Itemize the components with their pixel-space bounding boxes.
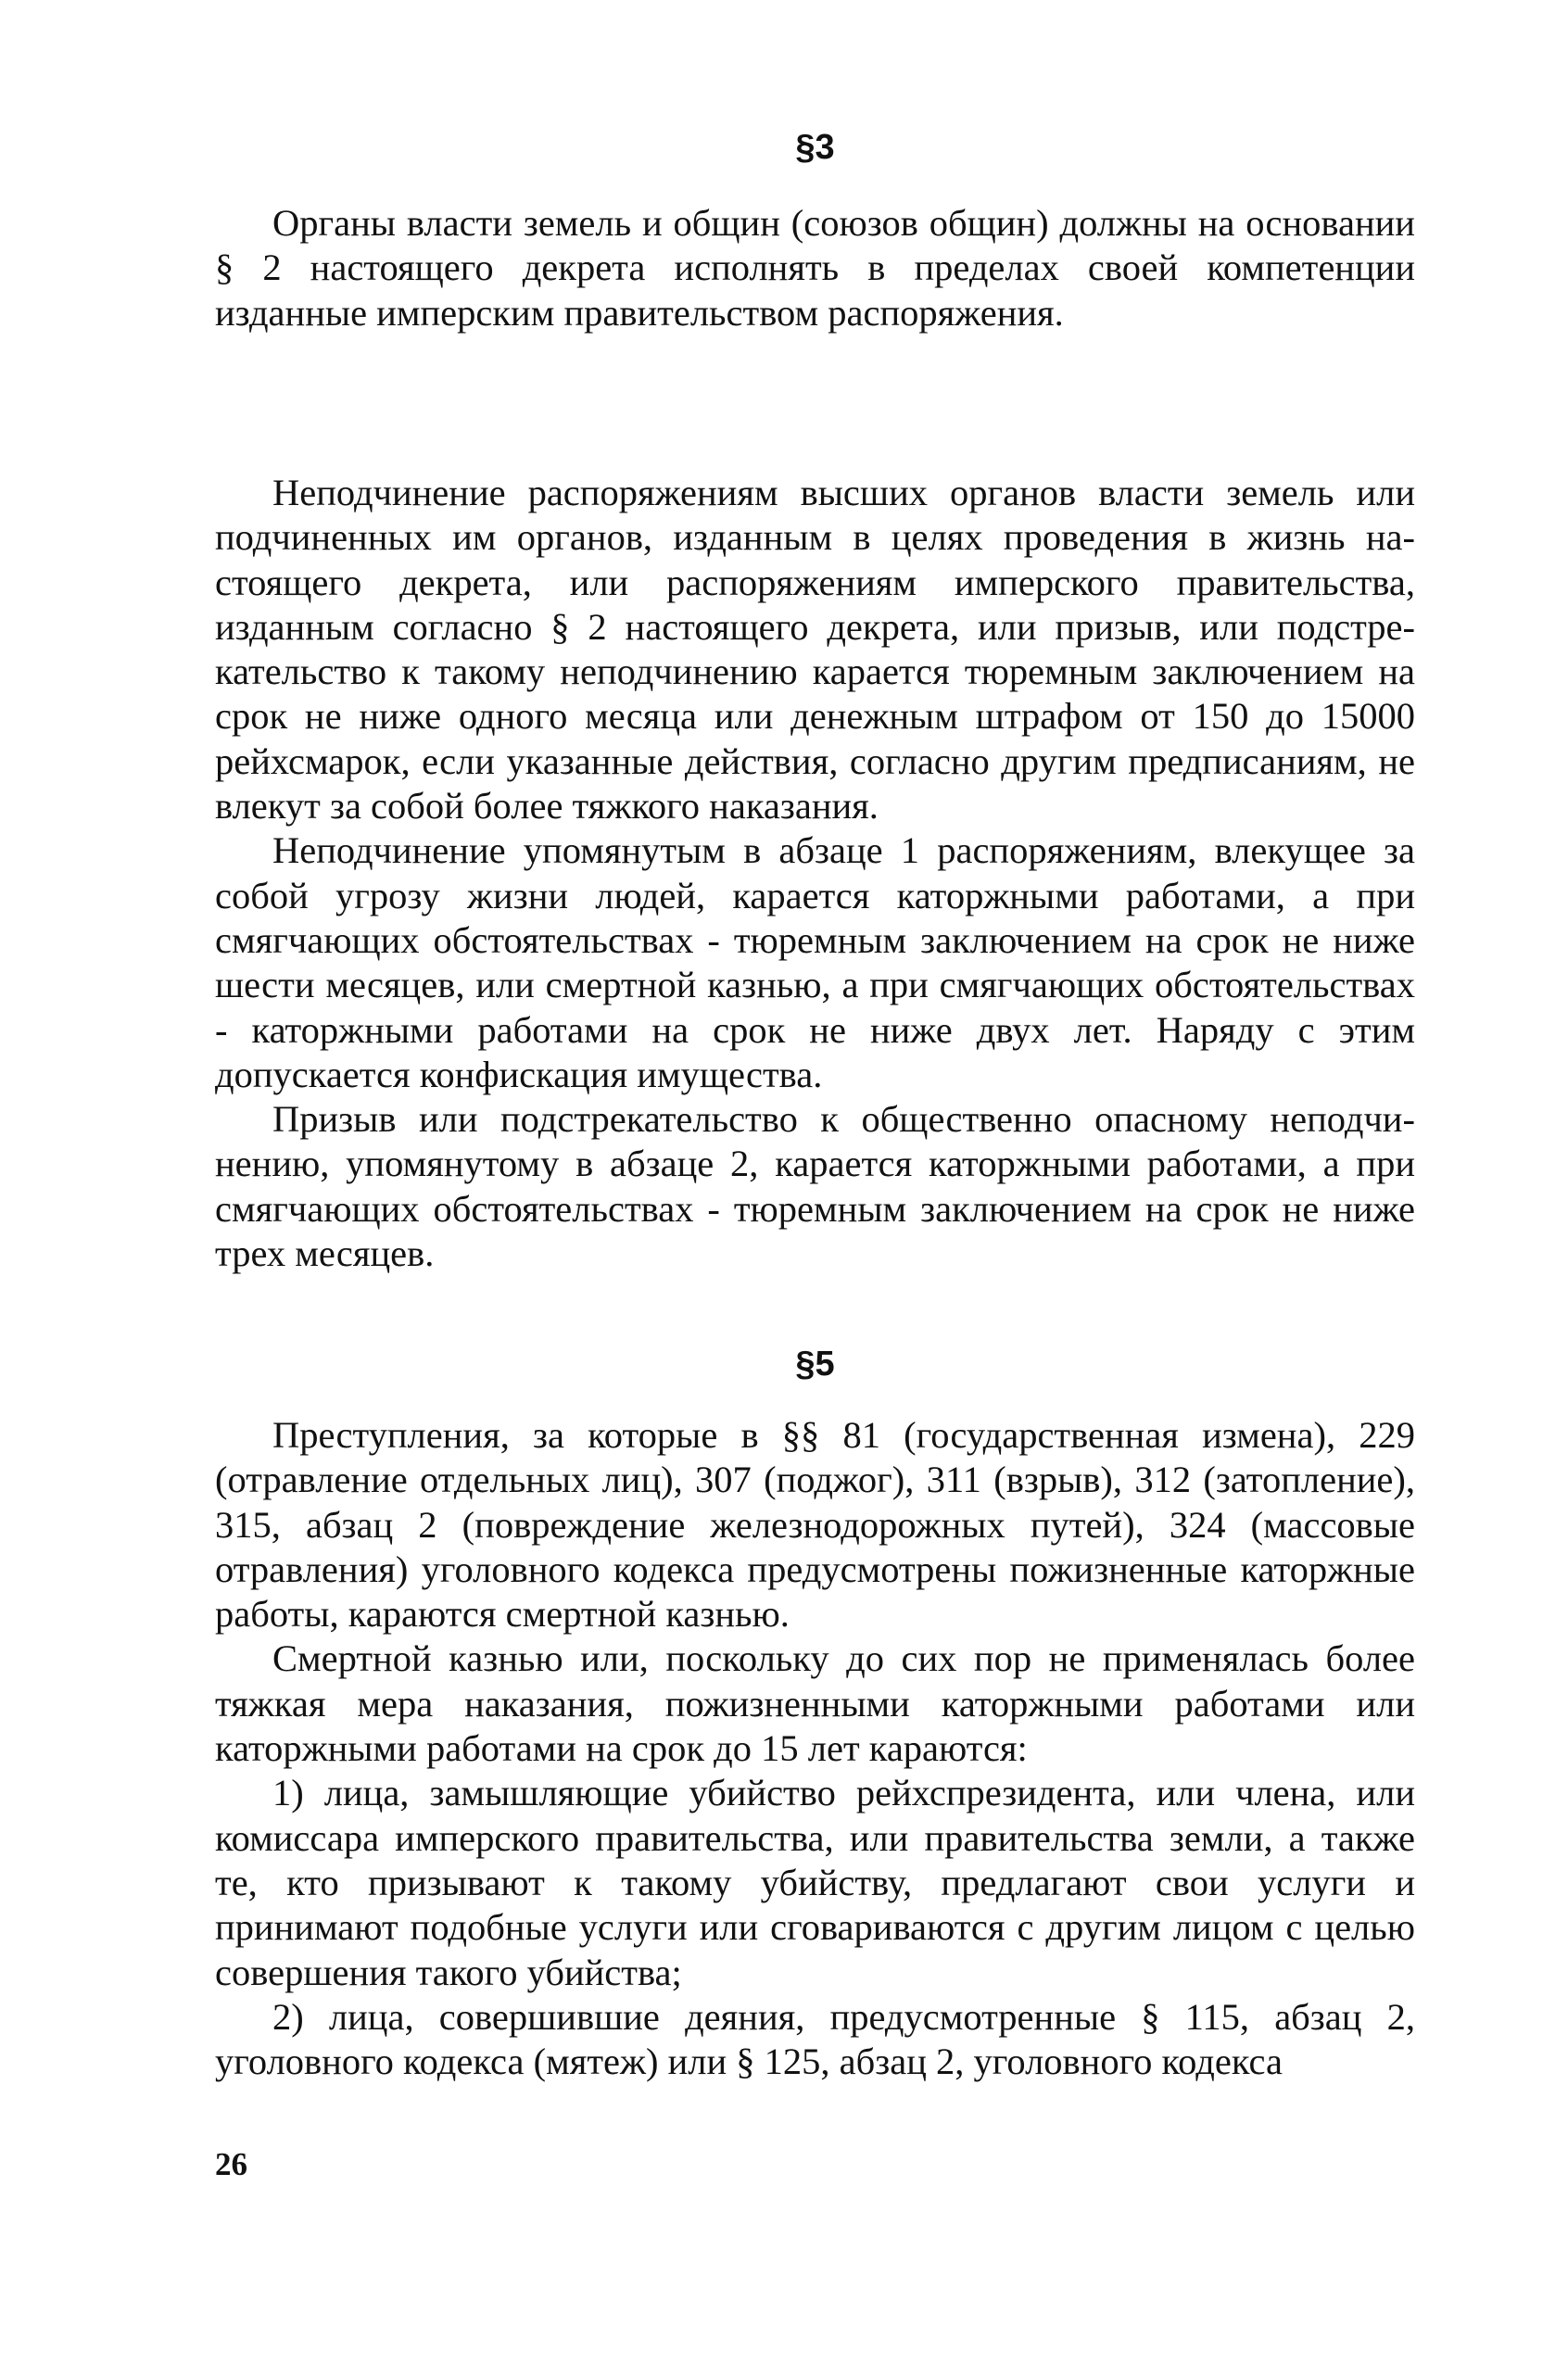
section-3-paragraph-1: Органы власти земель и общин (союзов общин) должны на основании § 2 настоящего декрета исполнять в пределах своей компетенции изданные имперским правительством распоряжения. — [215, 202, 1415, 334]
section-5-body — [215, 1413, 1415, 2084]
document-page — [215, 0, 1415, 2363]
page-number: 26 — [215, 2146, 247, 2182]
section-4-paragraph-2: Неподчинение упомянутым в абзаце 1 распоряжениям, влекущее за собой угрозу жизни людей, карается каторжными работами, а при смягчающих обстоятельствах - тюремным заключением на срок не ниже шести месяцев, или смертной казнью, а при смягчающих обстоятельствах - каторжными работами на срок не ниже двух лет. Наряду с этим допускается конфискация имущества. — [215, 829, 1415, 1095]
section-5-paragraph-1: Преступления, за которые в §§ 81 (государственная измена), 229 (отравление отдельных лиц), 307 (поджог), 311 (взрыв), 312 (затопление), 315, абзац 2 (повреждение железнодорожных путей), 324 (массовые отравления) уголовного кодекса предусмотрены пожизненные каторжные работы, караются смертной казнью. — [215, 1414, 1415, 1636]
section-3-heading: §3 — [795, 128, 835, 167]
section-5-list-item-1: 1) лица, замышляющие убийство рейхспрезидента, или члена, или комиссара имперского правительства, или правительства земли, а также те, кто призывают к такому убийству, предлагают свои услуги и принимают подобные услуги или сговариваются с другим лицом с целью совершения такого убийства; — [215, 1772, 1415, 1993]
section-5-paragraph-2: Смертной казнью или, поскольку до сих пор не применялась более тяжкая мера наказания, пожизненными каторжными работами или каторжными работами на срок до 15 лет караются: — [215, 1637, 1415, 1770]
section-5-heading: §5 — [795, 1345, 835, 1384]
section-3-body — [215, 201, 1415, 335]
section-4-body — [215, 471, 1415, 1276]
section-5-list-item-2: 2) лица, совершившие деяния, предусмотренные § 115, абзац 2, уголовного кодекса (мятеж) или § 125, абзац 2, уголовного кодекса — [215, 1995, 1415, 2083]
section-4-paragraph-1: Неподчинение распоряжениям высших органов власти земель или подчиненных им органов, изданным в целях проведения в жизнь настоящего декрета, или распоряжениям имперского правительства, изданным согласно § 2 настоящего декрета, или призыв, или подстрекательство к такому неподчинению карается тюремным заключением на срок не ниже одного месяца или денежным штрафом от 150 до 15000 рейхсмарок, если указанные действия, согласно другим предписаниям, не влекут за собой более тяжкого наказания. — [215, 472, 1415, 828]
section-4-paragraph-3: Призыв или подстрекательство к общественно опасному неподчинению, упомянутому в абзаце 2, карается каторжными работами, а при смягчающих обстоятельствах - тюремным заключением на срок не ниже трех месяцев. — [215, 1098, 1415, 1275]
